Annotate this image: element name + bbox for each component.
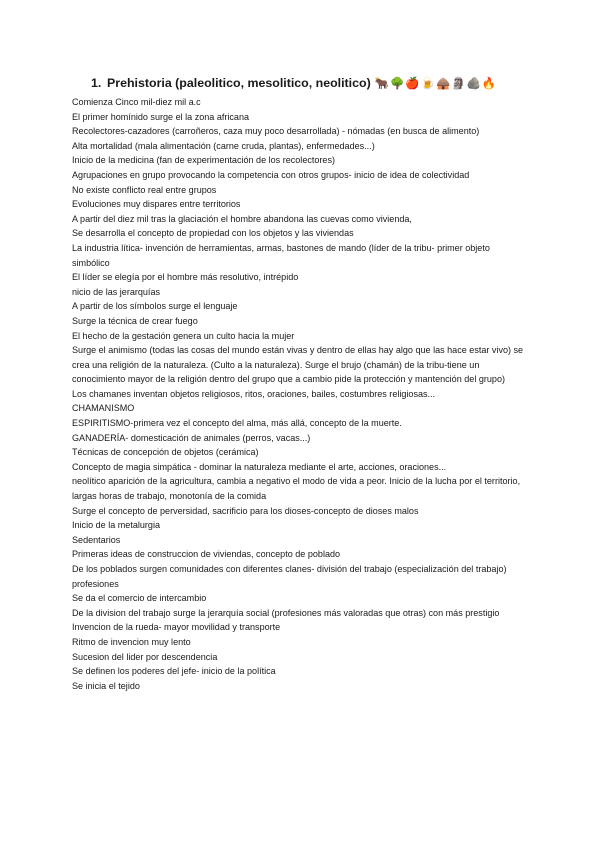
note-line: Evoluciones muy dispares entre territorios bbox=[72, 199, 241, 210]
note-line: neolítico aparición de la agricultura, cambia a negativo el modo de vida a peor. Inicio de la lucha por el territorio, largas horas de trabajo, monotonía de la comida bbox=[72, 476, 521, 502]
note-line: De la division del trabajo surge la jerarquía social (profesiones más valoradas que otras) con más prestigio bbox=[72, 607, 500, 618]
note-line: El hecho de la gestación genera un culto hacia la mujer bbox=[72, 330, 295, 341]
note-line: Surge el animismo (todas las cosas del mundo están vivas y dentro de ellas hay algo que las hace estar vivo) se crea una religión de la naturaleza. (Culto a la naturaleza). Surge el brujo (chamán) de la tribu-tiene un conocimiento mayor de la religión dentro del grupo que a cambio pide la protección y mantención del grupo) bbox=[72, 345, 524, 385]
note-line: GANADERÍA- domesticación de animales (perros, vacas...) bbox=[72, 432, 311, 443]
note-line: El líder se elegía por el hombre más resolutivo, intrépido bbox=[72, 272, 299, 283]
note-line: A partir del diez mil tras la glaciación el hombre abandona las cuevas como vivienda, bbox=[72, 213, 412, 224]
note-line: El primer homínido surge el la zona africana bbox=[72, 111, 250, 122]
heading-emoji-icons: 🐂🌳🍎🍺🛖🗿🪨🔥 bbox=[374, 78, 498, 90]
heading-number: 1. bbox=[91, 76, 102, 90]
note-line: A partir de los símbolos surge el lenguaje bbox=[72, 301, 238, 312]
note-line: Surge el concepto de perversidad, sacrificio para los dioses-concepto de dioses malos bbox=[72, 505, 419, 516]
note-line: Técnicas de concepción de objetos (cerámica) bbox=[72, 447, 259, 458]
note-line: ESPIRITISMO-primera vez el concepto del alma, más allá, concepto de la muerte. bbox=[72, 418, 402, 429]
note-line: Los chamanes inventan objetos religiosos, ritos, oraciones, bailes, costumbres religiosas... bbox=[72, 388, 436, 399]
note-line: Inicio de la metalurgia bbox=[72, 520, 161, 531]
note-line: Primeras ideas de construccion de viviendas, concepto de poblado bbox=[72, 549, 341, 560]
note-line: Concepto de magia simpática - dominar la naturaleza mediante el arte, acciones, oraciones... bbox=[72, 461, 447, 472]
note-line: Sedentarios bbox=[72, 534, 121, 545]
note-line: Se definen los poderes del jefe- inicio de la política bbox=[72, 666, 276, 677]
note-line: Recolectores-cazadores (carroñeros, caza muy poco desarrollada) - nómadas (en busca de alimento) bbox=[72, 126, 480, 137]
note-line: Se desarrolla el concepto de propiedad con los objetos y las viviendas bbox=[72, 228, 354, 239]
heading-title: Prehistoria (paleolitico, mesolitico, neolitico) bbox=[107, 76, 371, 90]
note-line: Comienza Cinco mil-diez mil a.c bbox=[72, 97, 201, 107]
note-line: CHAMANISMO bbox=[72, 403, 135, 414]
note-line: Alta mortalidad (mala alimentación (carne cruda, plantas), enfermedades...) bbox=[72, 140, 375, 151]
note-line: Invencion de la rueda- mayor movilidad y transporte bbox=[72, 622, 281, 633]
note-line: Se da el comercio de intercambio bbox=[72, 593, 207, 604]
note-line: De los poblados surgen comunidades con diferentes clanes- división del trabajo (especialización del trabajo) profesiones bbox=[72, 564, 507, 589]
notes-body bbox=[72, 95, 530, 693]
section-heading bbox=[91, 73, 571, 94]
note-line: Sucesion del lider por descendencia bbox=[72, 651, 218, 662]
note-line: No existe conflicto real entre grupos bbox=[72, 184, 217, 195]
note-line: nicio de las jerarquías bbox=[72, 286, 161, 297]
note-line: Surge la técnica de crear fuego bbox=[72, 315, 198, 326]
note-line: Ritmo de invencion muy lento bbox=[72, 636, 191, 647]
note-line: La industria lítica- invención de herramientas, armas, bastones de mando (líder de la tribu- primer objeto simbólico bbox=[72, 242, 490, 268]
note-line: Inicio de la medicina (fan de experimentación de los recolectores) bbox=[72, 155, 336, 166]
note-line: Agrupaciones en grupo provocando la competencia con otros grupos- inicio de idea de colectividad bbox=[72, 169, 470, 180]
note-line: Se inicia el tejido bbox=[72, 680, 140, 691]
